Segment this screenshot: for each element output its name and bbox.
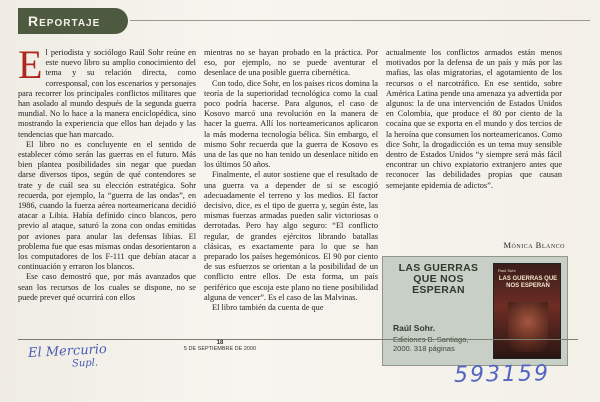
book-cover-image xyxy=(493,263,561,359)
page-folio xyxy=(180,340,260,352)
article-column-2 xyxy=(204,48,378,340)
author-byline: Mónica Blanco xyxy=(503,240,565,250)
lead-text: l periodista y sociólogo Raúl Sohr reúne en este nuevo libro su amplio conocimiento del tema y su relación directa, como corresponsal, con los escenarios y personajes para recorrer los principales conflictos militares que han asolado al mundo después de la segunda guerra mundial. No lo hace a la manera enciclopédica, sino mostrando la experiencia que ellos han dejado y las tendencias que han marcado. xyxy=(18,48,196,139)
book-publisher xyxy=(393,335,485,353)
cover-figure xyxy=(508,302,548,352)
article-column-1 xyxy=(18,48,196,336)
handwritten-code: 593159 xyxy=(453,361,551,388)
paragraph: Ese caso demostró que, por más avanzados que sean los recursos de los cuales se dispone, no se puede prever qué ocurrirá con ellos xyxy=(18,272,196,302)
section-badge: Reportaje xyxy=(18,8,128,34)
paragraph: El libro no es concluyente en el sentido de establecer cómo serán las guerras en el futuro. Más bien plantea posibilidades sin negar que puedan darse diversos tipos, según de qué contendores se trate y de cuál sea su elección estratégica. Sohr recuerda, por ejemplo, la “guerra de las ondas”, en 1986, cuando la fuerza aérea norteamericana decidió atacar a Libia. Había definido cinco blancos, pero previo al ataque, saturó la zona con ondas emitidas por aviones para anular las defensas libias. El problema fue que esas mismas ondas desorientaron a los computadores de los F-111 que debían atacar a continuación y erraron los blancos. xyxy=(18,139,196,272)
lead-paragraph xyxy=(18,48,196,140)
bottom-rule xyxy=(18,339,578,340)
handwritten-note: El Mercurio xyxy=(27,341,108,362)
page-number: 18 xyxy=(216,340,224,346)
cover-author: Raúl Sohr xyxy=(498,268,516,273)
handwritten-note: Supl. xyxy=(71,357,99,370)
paragraph: Con todo, dice Sohr, en los países ricos domina la teoría de la superioridad tecnológica como la cual poco podría hacerse. Para algunos, el caso de Kosovo marcó una revolución en la manera de hacer la guerra. Allí los norteamericanos aplicaron la más moderna tecnología bélica. Sin embargo, el mismo Sohr recuerda que la guerra de Kosovo es una de las que no han tenido un desenlace nítido en los últimos 50 años. xyxy=(204,78,378,170)
paragraph: mientras no se hayan probado en la práctica. Por eso, por ejemplo, no se puede aventurar el desenlace de una posible guerra cibernética. xyxy=(204,48,378,78)
book-author: Raúl Sohr. xyxy=(393,323,436,333)
paragraph: Finalmente, el autor sostiene que el resultado de una guerra va a depender de si se escogió adecuadamente el terreno y los medios. El factor decisivo, dice, es el tipo de guerra y, según éste, las mismas fuerzas armadas pueden salir victoriosas o derrotadas. Pero hay algo seguro: “El conflicto regular, de grandes ejércitos librando batallas clásicas, es exactamente para lo que se han preparado los países hegemónicos. El 90 por ciento de sus esfuerzos se orientan a la posibilidad de un conflicto entre ellos. De esta forma, un país periférico que escoja este plano no tiene posibilidad alguna de vencer”. Es el caso de las Malvinas. xyxy=(204,170,378,302)
paragraph: El libro también da cuenta de que xyxy=(212,303,324,313)
paragraph: actualmente los conflictos armados están menos motivados por la defensa de un país y más por las mafias, las olas migratorias, el agotamiento de los recursos o el narcotráfico. En ese sentido, sobre América Latina pende una amenaza ya advertida por algunos: la de una intervención de Estados Unidos en Colombia, que produce el 80 por ciento de la cocaína que se exporta en el mundo y dos tercios de la heroína que consumen los norteamericanos. Como dice Sohr, la drogadicción es un tema muy sensible dentro de Estados Unidos “y siempre será más fácil encontrar un chivo expiatorio extranjero antes que reconocer las debilidades propias que causan semejante epidemia de adictos”. xyxy=(386,48,562,190)
drop-cap: E xyxy=(18,48,43,87)
book-details-line: 2000. 318 páginas xyxy=(393,344,455,353)
book-title: LAS GUERRAS QUE NOS ESPERAN xyxy=(398,262,479,296)
article-column-3 xyxy=(386,48,562,213)
page-date: 5 DE SEPTIEMBRE DE 2000 xyxy=(183,346,257,352)
cover-title: LAS GUERRAS QUE NOS ESPERAN xyxy=(498,276,558,289)
book-info-box xyxy=(382,256,568,366)
top-rule xyxy=(130,20,590,21)
